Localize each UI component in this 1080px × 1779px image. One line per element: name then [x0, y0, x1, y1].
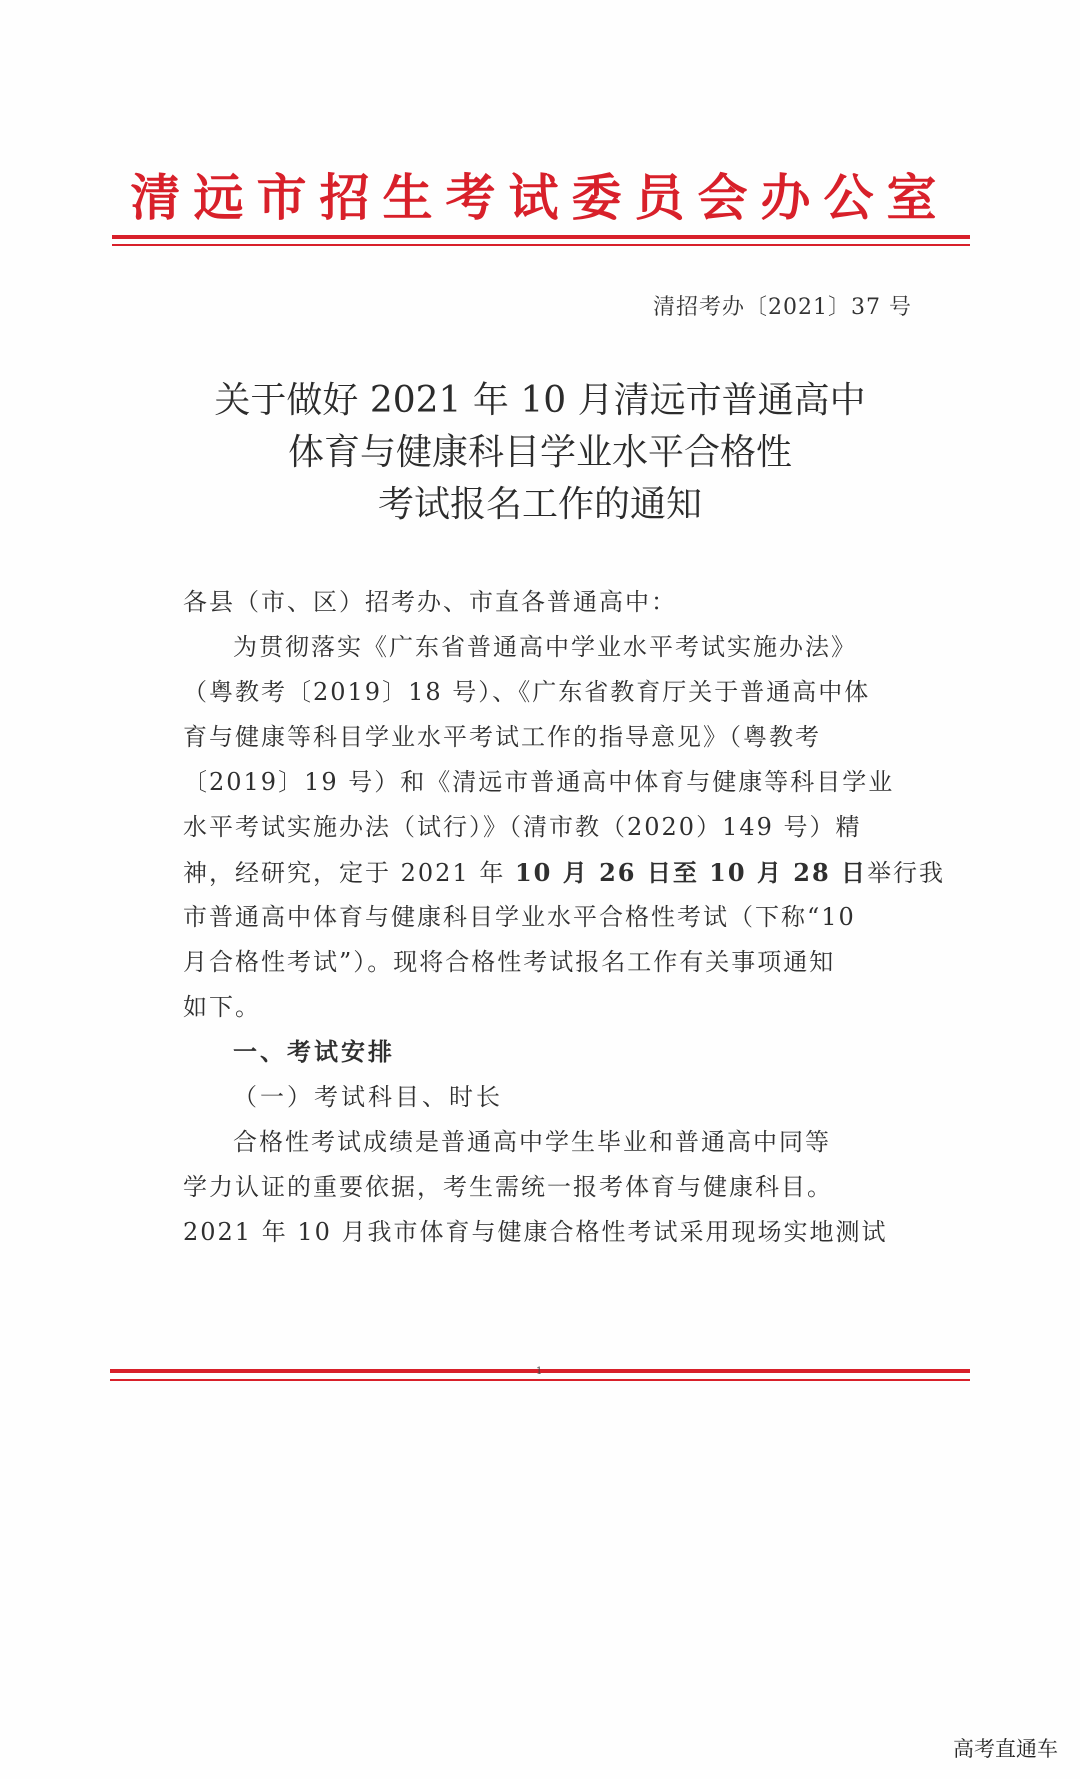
header-red-rule-thin — [112, 244, 970, 246]
paragraph-line: 合格性考试成绩是普通高中学生毕业和普通高中同等 — [233, 1128, 831, 1156]
header-red-rule — [112, 235, 970, 239]
section-heading: 一、考试安排 — [233, 1038, 395, 1066]
paragraph-line: 育与健康等科目学业水平考试工作的指导意见》（粤教考 — [183, 723, 821, 751]
paragraph-line: 月合格性考试”）。现将合格性考试报名工作有关事项通知 — [183, 948, 836, 976]
title-line: 体育与健康科目学业水平合格性 — [287, 432, 792, 473]
exam-dates: 10 月 26 日至 10 月 28 日 — [514, 858, 868, 887]
title-line: 考试报名工作的通知 — [377, 484, 702, 525]
title-line: 关于做好 2021 年 10 月清远市普通高中 — [214, 380, 866, 421]
subsection-heading: （一）考试科目、时长 — [233, 1083, 503, 1111]
paragraph-line: 2021 年 10 月我市体育与健康合格性考试采用现场实地测试 — [183, 1218, 888, 1246]
document-number: 清招考办〔2021〕37 号 — [653, 295, 912, 320]
paragraph-line: （粤教考〔2019〕18 号）、《广东省教育厅关于普通高中体 — [183, 678, 871, 706]
issuing-office-header: 清远市招生考试委员会办公室 — [130, 168, 950, 227]
paragraph-line: 市普通高中体育与健康科目学业水平合格性考试（下称“10 — [183, 903, 856, 931]
source-watermark: 高考直通车 — [953, 1737, 1058, 1761]
document-body — [183, 580, 946, 1255]
text-segment: 神，经研究，定于 2021 年 — [183, 859, 515, 887]
paragraph-line: 水平考试实施办法（试行）》（清市教（2020）149 号）精 — [183, 813, 862, 841]
paragraph-line: 如下。 — [183, 993, 261, 1021]
footer-red-rule-thin — [110, 1379, 970, 1381]
paragraph-line-exam-dates — [183, 850, 946, 895]
document-title — [140, 375, 940, 531]
paragraph-line: 为贯彻落实《广东省普通高中学业水平考试实施办法》 — [233, 633, 857, 661]
text-segment: 举行我 — [867, 859, 946, 887]
salutation: 各县（市、区）招考办、市直各普通高中： — [183, 588, 677, 616]
paragraph-line: 学力认证的重要依据，考生需统一报考体育与健康科目。 — [183, 1173, 833, 1201]
paragraph-line: 〔2019〕19 号）和《清远市普通高中体育与健康等科目学业 — [183, 768, 895, 796]
page-number: 1 — [536, 1366, 543, 1377]
